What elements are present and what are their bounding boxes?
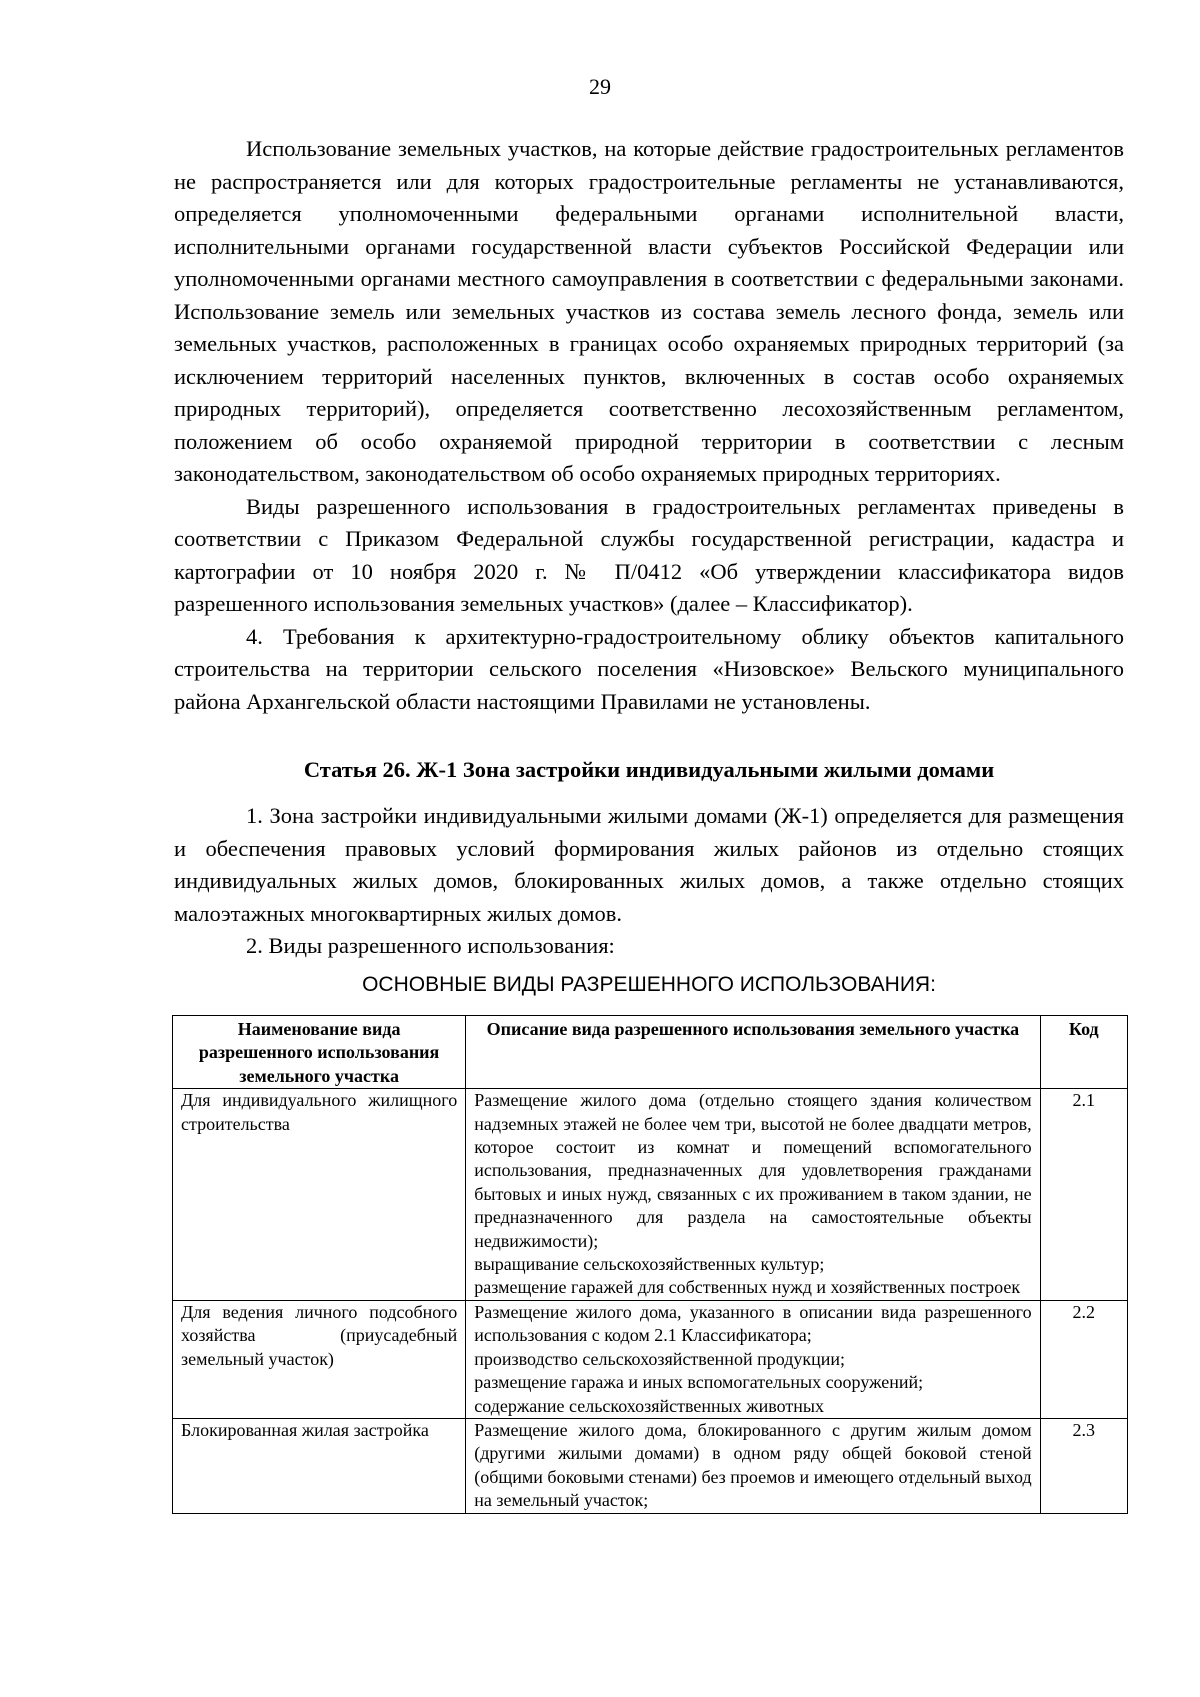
description-line: Размещение жилого дома, указанного в описании вида разрешенного использования с кодом 2.1 Классификатора; (474, 1301, 1032, 1346)
table-row (173, 1418, 1128, 1513)
description-line: выращивание сельскохозяйственных культур; (474, 1254, 825, 1275)
paragraph: 4. Требования к архитектурно-градостроительному облику объектов капитального строительства на территории сельского поселения «Низовское» Вельского муниципального района Архангельской области настоящими Правилами не установлены. (174, 623, 1124, 714)
description-line: содержание сельскохозяйственных животных (474, 1395, 825, 1416)
table-caption: ОСНОВНЫЕ ВИДЫ РАЗРЕШЕННОГО ИСПОЛЬЗОВАНИЯ: (362, 973, 936, 996)
description-line: размещение гаражей для собственных нужд и хозяйственных построек (474, 1277, 1021, 1298)
table-row (173, 1300, 1128, 1418)
header-name: Наименование вида разрешенного использования земельного участка (173, 1016, 466, 1089)
article-title: Статья 26. Ж-1 Зона застройки индивидуальными жилыми домами (303, 757, 995, 782)
body-text (174, 133, 1124, 718)
use-name: Блокированная жилая застройка (173, 1418, 466, 1513)
description-line: производство сельскохозяйственной продукции; (474, 1348, 845, 1369)
use-name: Для ведения личного подсобного хозяйства (приусадебный земельный участок) (173, 1300, 466, 1418)
use-name: Для индивидуального жилищного строительства (173, 1089, 466, 1301)
paragraph: Виды разрешенного использования в градостроительных регламентах приведены в соответствии с Приказом Федеральной службы государственной регистрации, кадастра и картографии от 10 ноября 2020 г. № П/0412 «Об утверждении классификатора видов разрешенного использования земельных участков» (далее – Классификатор). (174, 493, 1124, 616)
paragraph: Использование земельных участков, на которые действие градостроительных регламентов не распространяется или для которых градостроительные регламенты не устанавливаются, определяется уполномоченными федеральными органами исполнительной власти, исполнительными органами государственной власти субъектов Российской Федерации или уполномоченными органами местного самоуправления в соответствии с федеральными законами. Использование земель или земельных участков из состава земель лесного фонда, земель или земельных участков, расположенных в границах особо охраняемых природных территорий (за исключением территорий населенных пунктов, включенных в состав особо охраняемых природных территорий), определяется соответственно лесохозяйственным регламентом, положением об особо охраняемой природной территории в соответствии с лесным законодательством, законодательством об особо охраняемых природных территориях. (174, 136, 1124, 486)
table-row (173, 1089, 1128, 1301)
use-code: 2.2 (1040, 1300, 1127, 1418)
description-line: Размещение жилого дома (отдельно стоящего здания количеством надземных этажей не более чем три, высотой не более двадцати метров, которое состоит из комнат и помещений вспомогательного использования, предназначенных для удовлетворения гражданами бытовых и иных нужд, связанных с их проживанием в таком здании, не предназначенного для раздела на самостоятельные объекты недвижимости); (474, 1090, 1032, 1251)
description-line: размещение гаража и иных вспомогательных сооружений; (474, 1372, 924, 1393)
paragraph: 1. Зона застройки индивидуальными жилыми домами (Ж-1) определяется для размещения и обеспечения правовых условий формирования жилых районов из отдельно стоящих индивидуальных жилых домов, блокированных жилых домов, а также отдельно стоящих малоэтажных многоквартирных жилых домов. (174, 803, 1124, 926)
description-line: Размещение жилого дома, блокированного с другим жилым домом (другими жилыми домами) в одном ряду общей боковой стеной (общими боковыми стенами) без проемов и имеющего отдельный выход на земельный участок; (474, 1419, 1032, 1511)
use-description (466, 1089, 1040, 1301)
table-header-row (173, 1016, 1128, 1089)
permitted-uses-table (172, 1015, 1128, 1514)
paragraph: 2. Виды разрешенного использования: (246, 933, 615, 958)
header-code: Код (1040, 1016, 1127, 1089)
article-body (174, 800, 1124, 963)
use-description (466, 1418, 1040, 1513)
use-code: 2.1 (1040, 1089, 1127, 1301)
use-description (466, 1300, 1040, 1418)
header-description: Описание вида разрешенного использования земельного участка (466, 1016, 1040, 1089)
use-code: 2.3 (1040, 1418, 1127, 1513)
page-number: 29 (589, 74, 611, 99)
